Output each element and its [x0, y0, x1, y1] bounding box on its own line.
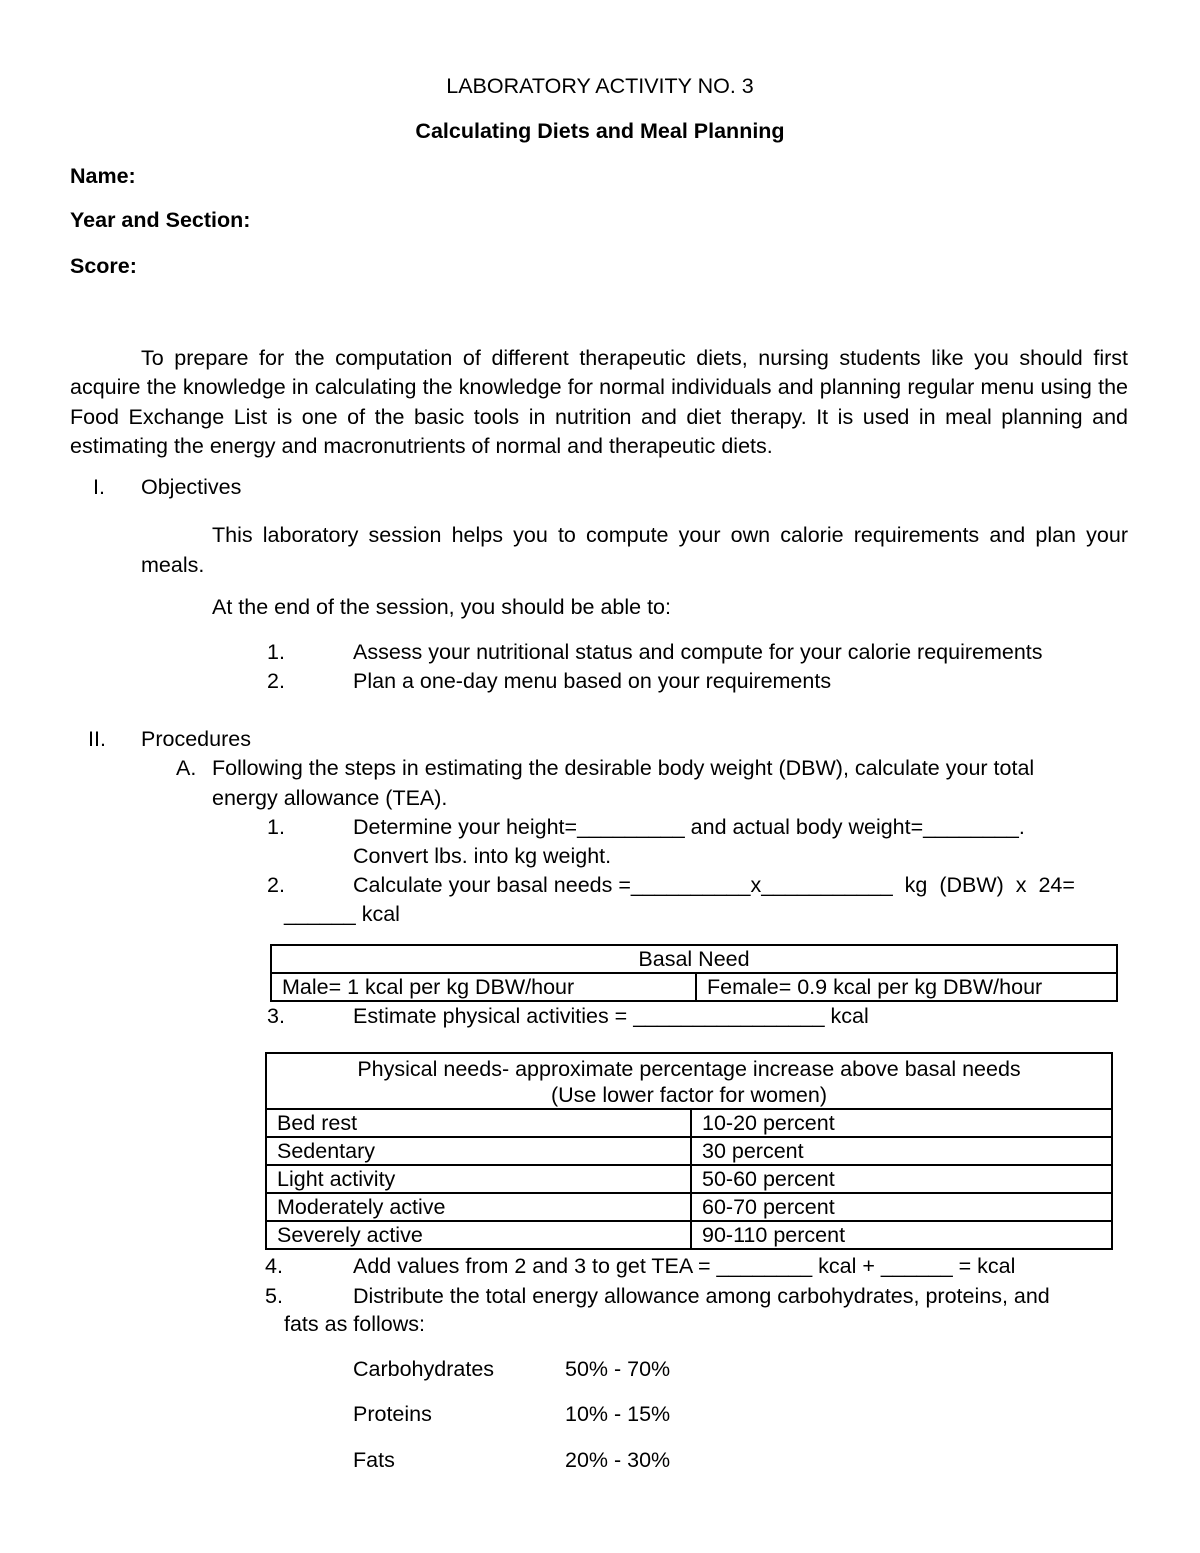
step-5-number: 5. — [265, 1284, 283, 1308]
intro-paragraph: To prepare for the computation of different therapeutic diets, nursing students like you should first acquire the knowledge in calculating the knowledge for normal individuals and planning regular menu using the Food Exchange List is one of the basic tools in nutrition and diet therapy. It is used in meal planning and estimating the energy and macronutrients of normal and therapeutic diets. — [70, 346, 1128, 458]
step-2-number: 2. — [267, 873, 285, 897]
macro-name: Fats — [353, 1448, 395, 1472]
physical-needs-header — [266, 1053, 1112, 1109]
procedures-numeral: II. — [88, 727, 106, 751]
macro-range: 20% - 30% — [565, 1448, 671, 1472]
step-1-text: Determine your height=_________ and actual body weight=________. — [353, 815, 1025, 839]
objectives-paragraph: This laboratory session helps you to compute your own calorie requirements and plan your meals. — [141, 523, 1128, 577]
basal-need-male: Male= 1 kcal per kg DBW/hour — [271, 973, 696, 1001]
basal-need-header: Basal Need — [271, 945, 1117, 973]
macro-range: 10% - 15% — [565, 1402, 671, 1426]
step-5-text-continued: fats as follows: — [284, 1312, 425, 1336]
physical-needs-table — [265, 1052, 1113, 1250]
score-field-label: Score: — [70, 254, 137, 278]
year-section-field-label: Year and Section: — [70, 208, 251, 232]
percent-cell: 10-20 percent — [691, 1109, 1112, 1137]
procedures-heading: Procedures — [141, 727, 251, 751]
physical-needs-header-line1: Physical needs- approximate percentage increase above basal needs — [357, 1056, 1021, 1081]
percent-cell: 90-110 percent — [691, 1221, 1112, 1249]
table-row — [266, 1109, 1112, 1137]
physical-needs-header-line2: (Use lower factor for women) — [551, 1082, 827, 1107]
step-1-number: 1. — [267, 815, 285, 839]
activity-cell: Bed rest — [266, 1109, 691, 1137]
step-3-number: 3. — [267, 1004, 285, 1028]
step-1-text-continued: Convert lbs. into kg weight. — [353, 844, 612, 868]
step-4-text: Add values from 2 and 3 to get TEA = ________ kcal + ______ = kcal — [353, 1254, 1016, 1278]
objective-item-number: 2. — [267, 669, 285, 693]
procedure-a-text-continued: energy allowance (TEA). — [212, 786, 448, 810]
table-row — [266, 1193, 1112, 1221]
objective-item-text: Plan a one-day menu based on your requirements — [353, 669, 832, 693]
macro-range: 50% - 70% — [565, 1357, 671, 1381]
step-5-text: Distribute the total energy allowance among carbohydrates, proteins, and — [353, 1284, 1050, 1308]
percent-cell: 50-60 percent — [691, 1165, 1112, 1193]
macro-name: Carbohydrates — [353, 1357, 495, 1381]
activity-cell: Moderately active — [266, 1193, 691, 1221]
activity-cell: Severely active — [266, 1221, 691, 1249]
table-row — [266, 1165, 1112, 1193]
step-2-text-continued: ______ kcal — [284, 902, 400, 926]
basal-need-table — [270, 944, 1118, 1002]
activity-cell: Sedentary — [266, 1137, 691, 1165]
page-subtitle: Calculating Diets and Meal Planning — [415, 119, 785, 143]
page-title: LABORATORY ACTIVITY NO. 3 — [446, 74, 754, 98]
percent-cell: 30 percent — [691, 1137, 1112, 1165]
step-4-number: 4. — [265, 1254, 283, 1278]
name-field-label: Name: — [70, 164, 136, 188]
basal-need-female: Female= 0.9 kcal per kg DBW/hour — [696, 973, 1117, 1001]
objectives-lead: At the end of the session, you should be able to: — [212, 595, 671, 619]
procedure-a-text: Following the steps in estimating the desirable body weight (DBW), calculate your total — [212, 756, 1035, 780]
macro-name: Proteins — [353, 1402, 432, 1426]
table-row — [266, 1137, 1112, 1165]
step-2-text: Calculate your basal needs =__________x___________ kg (DBW) x 24= — [353, 873, 1075, 897]
procedure-a-letter: A. — [176, 756, 197, 780]
objective-item-text: Assess your nutritional status and compute for your calorie requirements — [353, 640, 1043, 664]
objectives-heading: Objectives — [141, 475, 242, 499]
percent-cell: 60-70 percent — [691, 1193, 1112, 1221]
table-row — [266, 1221, 1112, 1249]
activity-cell: Light activity — [266, 1165, 691, 1193]
objectives-numeral: I. — [93, 475, 105, 499]
step-3-text: Estimate physical activities = ________________ kcal — [353, 1004, 869, 1028]
objective-item-number: 1. — [267, 640, 285, 664]
